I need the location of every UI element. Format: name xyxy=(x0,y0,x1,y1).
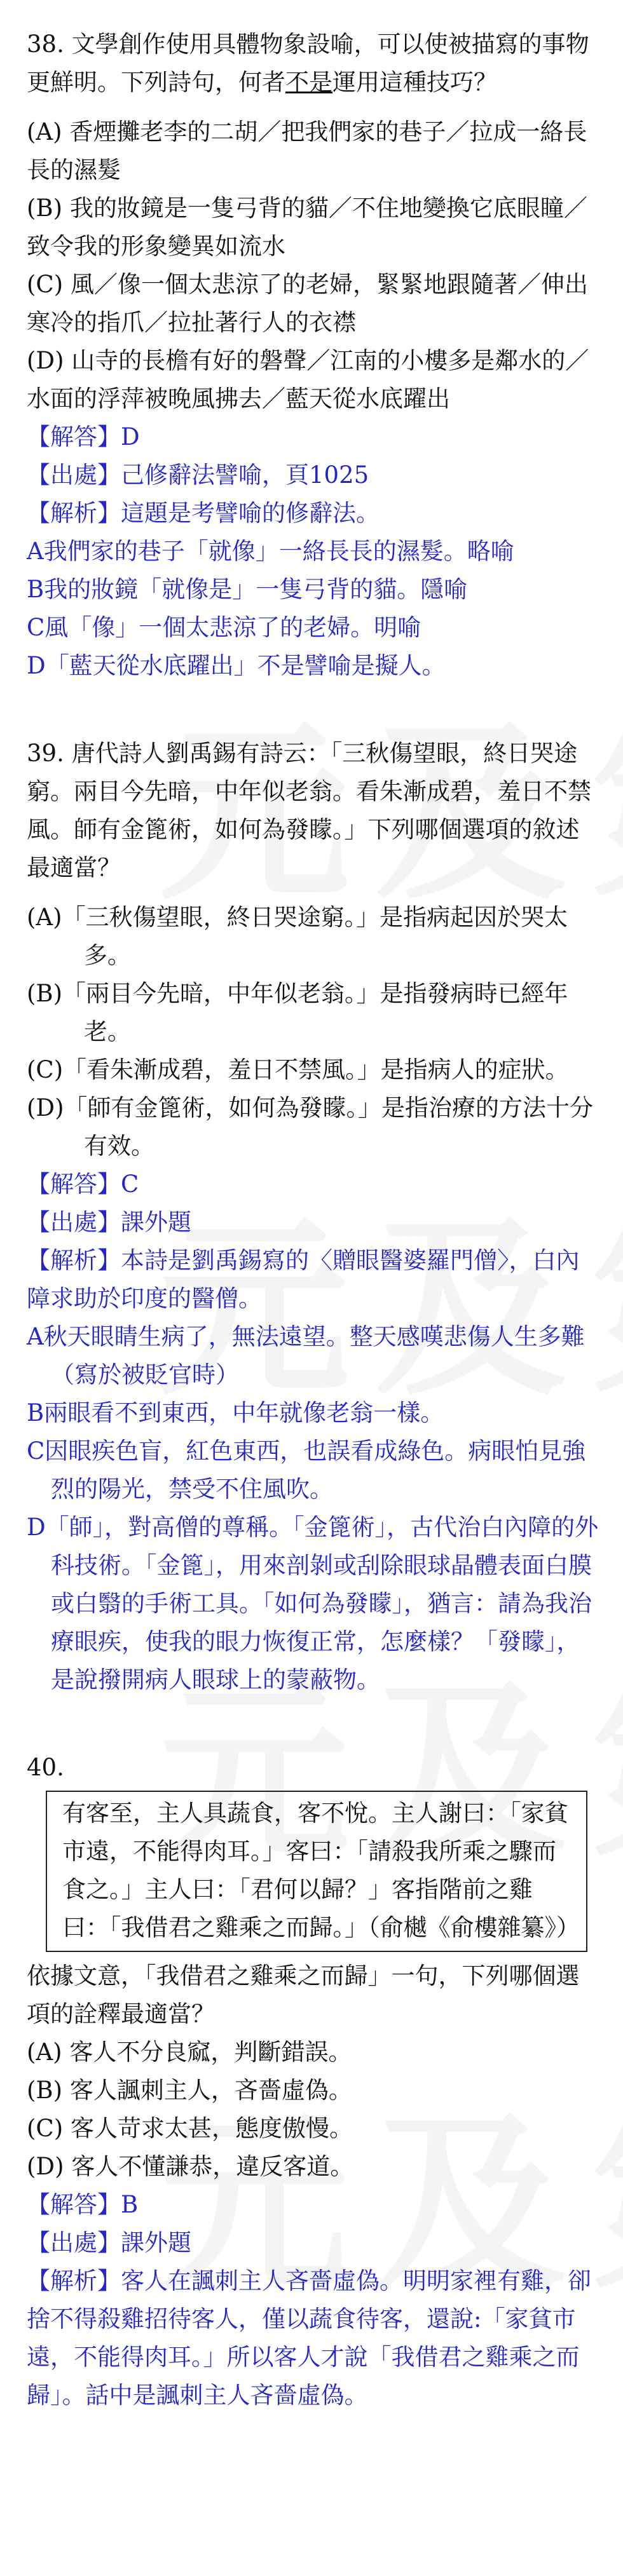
document-content xyxy=(27,25,599,2415)
explanation-c: C風「像」一個太悲涼了的老婦。明喻 xyxy=(27,614,421,641)
source-line: 【出處】己修辭法譬喻，頁1025 xyxy=(27,461,369,489)
answer-line: 【解答】B xyxy=(27,2191,139,2218)
source-line: 【出處】課外題 xyxy=(27,2229,191,2256)
passage-box: 有客至，主人具蔬食，客不悅。主人謝曰：「家貧市遠，不能得肉耳。」客曰：「請殺我所乘之驟而食之。」主人曰：「君何以歸？」客指階前之雞曰：「我借君之雞乘之而歸。」（俞樾《俞樓雜纂》） xyxy=(46,1791,587,1952)
option-c: (C)「看朱漸成碧，羞日不禁風。」是指病人的症狀。 xyxy=(27,1056,569,1083)
question-40 xyxy=(27,1749,599,2415)
analysis-line: 【解析】這題是考譬喻的修辭法。 xyxy=(27,499,380,527)
answer-line: 【解答】C xyxy=(27,1170,139,1198)
explanation-b: B我的妝鏡「就像是」一隻弓背的貓。隱喻 xyxy=(27,576,468,603)
question-stem: 39. 唐代詩人劉禹錫有詩云：「三秋傷望眼，終日哭途窮。兩目今先暗，中年似老翁。看朱漸成碧，羞日不禁風。師有金篦術，如何為發矇。」下列哪個選項的敘述最適當？ xyxy=(27,740,591,881)
explanation-a: A我們家的巷子「就像」一絡長長的濕髮。略喻 xyxy=(27,538,514,565)
option-a: (A) 香煙攤老李的二胡／把我們家的巷子／拉成一絡長長的濕髮 xyxy=(27,118,587,184)
option-b: (B) 我的妝鏡是一隻弓背的貓／不住地變換它底眼瞳／致令我的形象變異如流水 xyxy=(27,194,587,260)
option-d: (D) 客人不懂謙恭，違反客道。 xyxy=(27,2153,354,2180)
option-c: (C) 客人苛求太甚，態度傲慢。 xyxy=(27,2115,353,2142)
option-c: (C) 風／像一個太悲涼了的老婦，緊緊地跟隨著／伸出寒冷的指爪／拉扯著行人的衣襟 xyxy=(27,271,588,336)
question-39 xyxy=(27,735,599,1699)
source-line: 【出處】課外題 xyxy=(27,1209,191,1236)
option-a: (A) 客人不分良窳，判斷錯誤。 xyxy=(27,2038,352,2066)
underlined-keyword: 不是 xyxy=(285,69,332,96)
question-stem: 依據文意，「我借君之雞乘之而歸」一句，下列哪個選項的詮釋最適當？ xyxy=(27,1962,580,2028)
explanation-b: B兩眼看不到東西，中年就像老翁一樣。 xyxy=(27,1399,444,1427)
explanation-d: D「師」，對高僧的尊稱。「金篦術」，古代治白內障的外科技術。「金篦」，用來剖剝或刮除眼球晶體表面白膜或白翳的手術工具。「如何為發矇」，猶言：請為我治療眼疾，使我的眼力恢復正常，怎麼樣？「發矇」，是說撥開病人眼球上的蒙蔽物。 xyxy=(27,1514,599,1693)
option-b: (B)「兩目今先暗，中年似老翁。」是指發病時已經年老。 xyxy=(27,980,568,1045)
explanation-c: C因眼疾色盲，紅色東西，也誤看成綠色。病眼怕見強烈的陽光，禁受不住風吹。 xyxy=(27,1437,586,1503)
question-38 xyxy=(27,25,599,685)
question-number: 40. xyxy=(27,1754,64,1781)
option-a: (A)「三秋傷望眼，終日哭途窮。」是指病起因於哭太多。 xyxy=(27,904,568,969)
option-d: (D) 山寺的長檐有好的磐聲／江南的小樓多是鄰水的／水面的浮萍被晚風拂去／藍天從水底躍出 xyxy=(27,347,589,412)
explanation-a: A秋天眼睛生病了，無法遠望。整天感嘆悲傷人生多難（寫於被貶官時） xyxy=(27,1323,585,1388)
answer-line: 【解答】D xyxy=(27,423,140,451)
analysis-line: 【解析】本詩是劉禹錫寫的〈贈眼醫婆羅門僧〉，白內障求助於印度的醫僧。 xyxy=(27,1247,580,1312)
option-d: (D)「師有金篦術，如何為發矇。」是指治療的方法十分有效。 xyxy=(27,1094,594,1160)
analysis-line: 【解析】客人在諷刺主人吝嗇虛偽。明明家裡有雞，卻捨不得殺雞招待客人，僅以蔬食待客，還說:「家貧市遠，不能得肉耳。」所以客人才說「我借君之雞乘之而歸」。話中是諷刺主人吝嗇虛偽。 xyxy=(27,2267,591,2409)
question-stem: 38. 文學創作使用具體物象設喻，可以使被描寫的事物更鮮明。下列詩句，何者不是運用這種技巧？ xyxy=(27,31,589,96)
option-b: (B) 客人諷刺主人，吝嗇虛偽。 xyxy=(27,2077,352,2104)
explanation-d: D「藍天從水底躍出」不是譬喻是擬人。 xyxy=(27,652,446,679)
